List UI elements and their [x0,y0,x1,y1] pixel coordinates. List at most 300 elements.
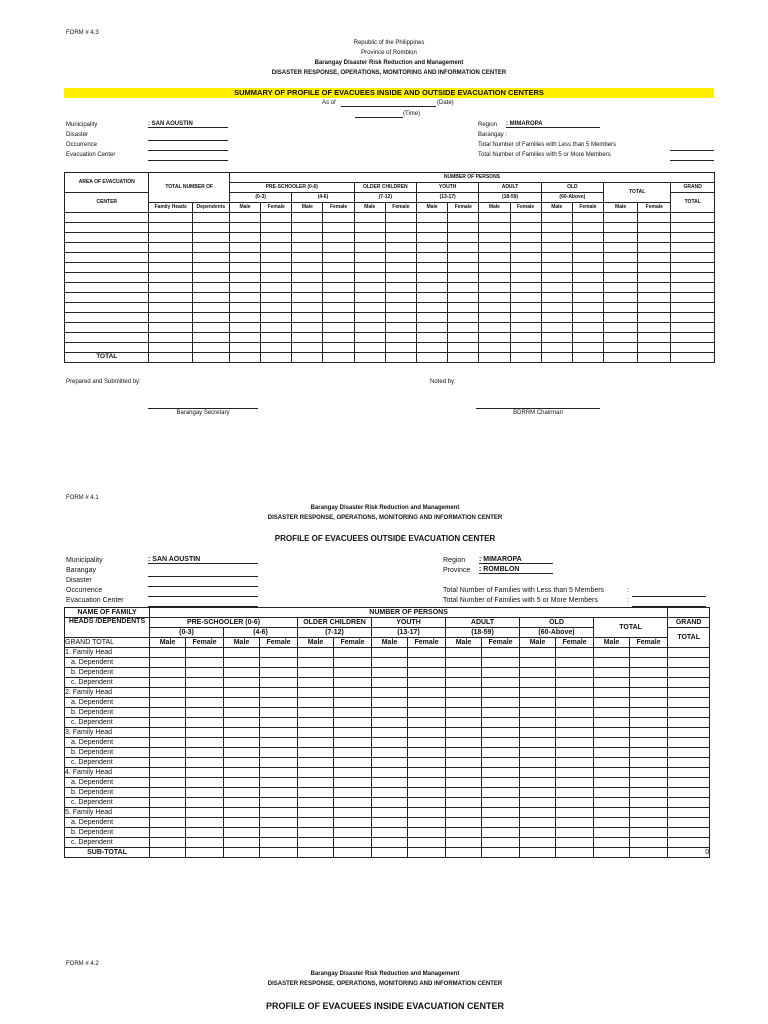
table-cell[interactable] [479,313,510,323]
table-cell[interactable] [446,808,482,818]
table-cell[interactable] [594,768,630,778]
table-cell[interactable] [372,828,408,838]
table-cell[interactable] [186,718,224,728]
table-cell[interactable] [323,243,354,253]
table-cell[interactable] [671,263,715,273]
table-cell[interactable] [416,263,447,273]
table-cell[interactable] [260,688,298,698]
table-cell[interactable] [261,323,292,333]
table-cell[interactable] [192,333,229,343]
table-cell[interactable] [150,718,186,728]
table-cell[interactable] [186,758,224,768]
table-cell[interactable] [354,273,385,283]
table-cell[interactable] [65,343,149,353]
table-cell[interactable] [482,668,520,678]
table-cell[interactable] [385,333,416,343]
table-cell[interactable] [520,788,556,798]
table-cell[interactable] [520,648,556,658]
table-cell[interactable] [671,243,715,253]
table-cell[interactable] [260,708,298,718]
table-cell[interactable] [482,828,520,838]
table-cell[interactable] [224,778,260,788]
table-cell[interactable] [260,798,298,808]
table-cell[interactable] [224,758,260,768]
table-cell[interactable] [556,648,594,658]
table-cell[interactable] [572,243,603,253]
table-cell[interactable] [385,243,416,253]
table-cell[interactable] [149,313,192,323]
table-cell[interactable] [479,293,510,303]
table-cell[interactable] [572,263,603,273]
table-cell[interactable] [261,283,292,293]
table-cell[interactable] [671,213,715,223]
table-cell[interactable] [149,233,192,243]
table-cell[interactable] [298,808,334,818]
table-cell[interactable] [334,758,372,768]
table-cell[interactable] [192,243,229,253]
table-cell[interactable] [416,293,447,303]
table-cell[interactable] [520,688,556,698]
table-cell[interactable] [354,313,385,323]
table-cell[interactable] [556,778,594,788]
table-cell[interactable] [630,808,668,818]
table-cell[interactable] [520,748,556,758]
table-cell[interactable] [556,668,594,678]
table-cell[interactable] [292,263,323,273]
table-cell[interactable] [416,343,447,353]
table-cell[interactable] [556,768,594,778]
table-cell[interactable] [638,333,671,343]
table-cell[interactable] [479,303,510,313]
table-cell[interactable] [520,828,556,838]
table-cell[interactable] [186,738,224,748]
table-cell[interactable] [354,303,385,313]
table-cell[interactable] [448,343,479,353]
table-cell[interactable] [541,313,572,323]
table-cell[interactable] [150,728,186,738]
table-cell[interactable] [408,768,446,778]
table-cell[interactable] [150,738,186,748]
table-cell[interactable] [572,313,603,323]
table-cell[interactable] [150,708,186,718]
municipality-field[interactable]: : SAN AOUSTIN [148,556,258,564]
table-cell[interactable] [260,718,298,728]
table-cell[interactable] [323,323,354,333]
table-cell[interactable] [224,728,260,738]
table-cell[interactable] [630,798,668,808]
table-cell[interactable] [594,738,630,748]
table-cell[interactable] [482,718,520,728]
table-cell[interactable] [65,313,149,323]
table-cell[interactable] [298,748,334,758]
table-cell[interactable] [668,798,710,808]
table-cell[interactable] [186,828,224,838]
table-cell[interactable] [149,263,192,273]
table-cell[interactable] [416,313,447,323]
table-cell[interactable] [479,263,510,273]
table-cell[interactable] [520,668,556,678]
table-cell[interactable] [334,808,372,818]
table-cell[interactable] [510,243,541,253]
table-cell[interactable] [192,223,229,233]
table-cell[interactable] [416,323,447,333]
table-cell[interactable] [668,708,710,718]
table-cell[interactable] [510,273,541,283]
table-cell[interactable] [594,668,630,678]
table-cell[interactable] [479,333,510,343]
table-cell[interactable] [594,838,630,848]
table-cell[interactable] [334,688,372,698]
table-cell[interactable] [334,768,372,778]
table-cell[interactable] [224,658,260,668]
table-cell[interactable] [292,303,323,313]
table-cell[interactable] [630,708,668,718]
table-cell[interactable] [260,748,298,758]
table-cell[interactable] [150,748,186,758]
table-cell[interactable] [446,768,482,778]
table-cell[interactable] [416,283,447,293]
table-cell[interactable] [229,293,260,303]
table-cell[interactable] [668,838,710,848]
table-cell[interactable] [668,768,710,778]
table-cell[interactable] [292,213,323,223]
table-cell[interactable] [556,798,594,808]
table-cell[interactable] [448,283,479,293]
table-cell[interactable] [479,323,510,333]
table-cell[interactable] [298,728,334,738]
table-cell[interactable] [65,303,149,313]
table-cell[interactable] [630,738,668,748]
families-less5-field[interactable] [670,150,714,151]
table-cell[interactable] [541,213,572,223]
table-cell[interactable] [479,273,510,283]
table-cell[interactable] [334,788,372,798]
table-cell[interactable] [372,658,408,668]
table-cell[interactable] [541,233,572,243]
table-cell[interactable] [186,788,224,798]
table-cell[interactable] [372,758,408,768]
table-cell[interactable] [323,233,354,243]
table-cell[interactable] [556,718,594,728]
table-cell[interactable] [479,213,510,223]
table-cell[interactable] [260,738,298,748]
table-cell[interactable] [186,658,224,668]
table-cell[interactable] [448,243,479,253]
table-cell[interactable] [149,293,192,303]
table-cell[interactable] [668,738,710,748]
table-cell[interactable] [604,263,638,273]
table-cell[interactable] [334,738,372,748]
table-cell[interactable] [334,798,372,808]
table-cell[interactable] [150,758,186,768]
table-cell[interactable] [334,818,372,828]
table-cell[interactable] [192,283,229,293]
table-cell[interactable] [479,233,510,243]
table-cell[interactable] [572,303,603,313]
table-cell[interactable] [229,213,260,223]
table-cell[interactable] [416,253,447,263]
table-cell[interactable] [572,253,603,263]
table-cell[interactable] [65,283,149,293]
table-cell[interactable] [298,798,334,808]
table-cell[interactable] [520,698,556,708]
table-cell[interactable] [594,688,630,698]
table-cell[interactable] [556,698,594,708]
table-cell[interactable] [556,818,594,828]
table-cell[interactable] [446,738,482,748]
table-cell[interactable] [510,253,541,263]
region-field[interactable]: : MIMAROPA [506,121,600,128]
province-field[interactable]: : ROMBLON [479,566,553,574]
table-cell[interactable] [260,818,298,828]
table-cell[interactable] [556,808,594,818]
table-cell[interactable] [149,213,192,223]
table-cell[interactable] [149,223,192,233]
table-cell[interactable] [150,688,186,698]
table-cell[interactable] [354,243,385,253]
table-cell[interactable] [354,213,385,223]
table-cell[interactable] [260,828,298,838]
table-cell[interactable] [510,233,541,243]
table-cell[interactable] [604,343,638,353]
table-cell[interactable] [520,678,556,688]
table-cell[interactable] [630,748,668,758]
table-cell[interactable] [298,688,334,698]
table-cell[interactable] [408,668,446,678]
table-cell[interactable] [186,668,224,678]
table-cell[interactable] [192,323,229,333]
table-cell[interactable] [298,668,334,678]
table-cell[interactable] [261,223,292,233]
table-cell[interactable] [385,283,416,293]
table-cell[interactable] [604,303,638,313]
table-cell[interactable] [150,668,186,678]
table-cell[interactable] [323,283,354,293]
table-cell[interactable] [630,718,668,728]
table-cell[interactable] [594,728,630,738]
table-cell[interactable] [482,758,520,768]
table-cell[interactable] [482,768,520,778]
table-cell[interactable] [192,233,229,243]
table-cell[interactable] [482,798,520,808]
table-cell[interactable] [671,223,715,233]
table-cell[interactable] [224,678,260,688]
table-cell[interactable] [292,293,323,303]
table-cell[interactable] [638,213,671,223]
table-cell[interactable] [630,768,668,778]
table-cell[interactable] [482,698,520,708]
table-cell[interactable] [482,838,520,848]
table-cell[interactable] [630,648,668,658]
table-cell[interactable] [292,283,323,293]
table-cell[interactable] [630,728,668,738]
table-cell[interactable] [334,698,372,708]
table-cell[interactable] [446,798,482,808]
table-cell[interactable] [510,323,541,333]
table-cell[interactable] [408,808,446,818]
table-cell[interactable] [334,828,372,838]
table-cell[interactable] [354,293,385,303]
table-cell[interactable] [186,838,224,848]
table-cell[interactable] [65,323,149,333]
table-cell[interactable] [229,313,260,323]
table-cell[interactable] [229,283,260,293]
table-cell[interactable] [448,213,479,223]
table-cell[interactable] [149,323,192,333]
table-cell[interactable] [224,788,260,798]
table-cell[interactable] [186,698,224,708]
table-cell[interactable] [298,838,334,848]
table-cell[interactable] [482,658,520,668]
table-cell[interactable] [65,253,149,263]
table-cell[interactable] [372,728,408,738]
table-cell[interactable] [186,688,224,698]
table-cell[interactable] [510,293,541,303]
table-cell[interactable] [671,293,715,303]
table-cell[interactable] [668,678,710,688]
table-cell[interactable] [630,688,668,698]
table-cell[interactable] [260,728,298,738]
table-cell[interactable] [668,688,710,698]
table-cell[interactable] [298,718,334,728]
table-cell[interactable] [372,718,408,728]
table-cell[interactable] [298,828,334,838]
table-cell[interactable] [448,223,479,233]
table-cell[interactable] [224,698,260,708]
table-cell[interactable] [372,688,408,698]
table-cell[interactable] [671,273,715,283]
table-cell[interactable] [408,648,446,658]
table-cell[interactable] [372,778,408,788]
table-cell[interactable] [229,273,260,283]
table-cell[interactable] [446,748,482,758]
table-cell[interactable] [520,838,556,848]
table-cell[interactable] [541,283,572,293]
table-cell[interactable] [541,263,572,273]
table-cell[interactable] [668,758,710,768]
table-cell[interactable] [323,273,354,283]
table-cell[interactable] [446,698,482,708]
table-cell[interactable] [630,698,668,708]
table-cell[interactable] [186,778,224,788]
table-cell[interactable] [448,293,479,303]
table-cell[interactable] [446,838,482,848]
table-cell[interactable] [298,778,334,788]
table-cell[interactable] [510,223,541,233]
table-cell[interactable] [541,243,572,253]
table-cell[interactable] [292,253,323,263]
table-cell[interactable] [149,273,192,283]
municipality-field[interactable]: : SAN AOUSTIN [148,121,228,128]
table-cell[interactable] [354,343,385,353]
table-cell[interactable] [482,738,520,748]
table-cell[interactable] [671,323,715,333]
table-cell[interactable] [482,788,520,798]
table-cell[interactable] [594,778,630,788]
table-cell[interactable] [408,718,446,728]
table-cell[interactable] [260,808,298,818]
table-cell[interactable] [671,313,715,323]
table-cell[interactable] [446,758,482,768]
table-cell[interactable] [482,778,520,788]
table-cell[interactable] [229,223,260,233]
table-cell[interactable] [520,768,556,778]
table-cell[interactable] [372,738,408,748]
table-cell[interactable] [479,343,510,353]
table-cell[interactable] [224,668,260,678]
table-cell[interactable] [186,748,224,758]
table-cell[interactable] [604,243,638,253]
table-cell[interactable] [292,273,323,283]
table-cell[interactable] [298,758,334,768]
table-cell[interactable] [372,748,408,758]
table-cell[interactable] [354,283,385,293]
table-cell[interactable] [572,223,603,233]
table-cell[interactable] [224,738,260,748]
table-cell[interactable] [446,668,482,678]
table-cell[interactable] [638,343,671,353]
table-cell[interactable] [372,808,408,818]
table-cell[interactable] [671,283,715,293]
table-cell[interactable] [192,303,229,313]
table-cell[interactable] [224,748,260,758]
table-cell[interactable] [556,678,594,688]
table-cell[interactable] [520,778,556,788]
table-cell[interactable] [192,253,229,263]
barangay-field[interactable] [148,576,258,577]
table-cell[interactable] [186,798,224,808]
table-cell[interactable] [482,678,520,688]
table-cell[interactable] [408,758,446,768]
table-cell[interactable] [520,658,556,668]
table-cell[interactable] [224,828,260,838]
table-cell[interactable] [192,293,229,303]
table-cell[interactable] [292,313,323,323]
table-cell[interactable] [298,648,334,658]
table-cell[interactable] [229,343,260,353]
table-cell[interactable] [479,243,510,253]
table-cell[interactable] [479,283,510,293]
table-cell[interactable] [65,263,149,273]
occurrence-field[interactable] [148,596,258,597]
table-cell[interactable] [541,323,572,333]
table-cell[interactable] [448,323,479,333]
table-cell[interactable] [150,648,186,658]
table-cell[interactable] [668,788,710,798]
table-cell[interactable] [229,333,260,343]
table-cell[interactable] [186,678,224,688]
table-cell[interactable] [323,253,354,263]
table-cell[interactable] [261,333,292,343]
table-cell[interactable] [630,788,668,798]
table-cell[interactable] [334,838,372,848]
table-cell[interactable] [260,758,298,768]
occurrence-field[interactable] [148,150,228,151]
table-cell[interactable] [448,273,479,283]
table-cell[interactable] [408,688,446,698]
table-cell[interactable] [298,818,334,828]
table-cell[interactable] [510,213,541,223]
table-cell[interactable] [334,748,372,758]
table-cell[interactable] [446,688,482,698]
table-cell[interactable] [594,678,630,688]
table-cell[interactable] [261,293,292,303]
table-cell[interactable] [572,323,603,333]
table-cell[interactable] [448,303,479,313]
table-cell[interactable] [323,293,354,303]
table-cell[interactable] [510,303,541,313]
table-cell[interactable] [446,648,482,658]
